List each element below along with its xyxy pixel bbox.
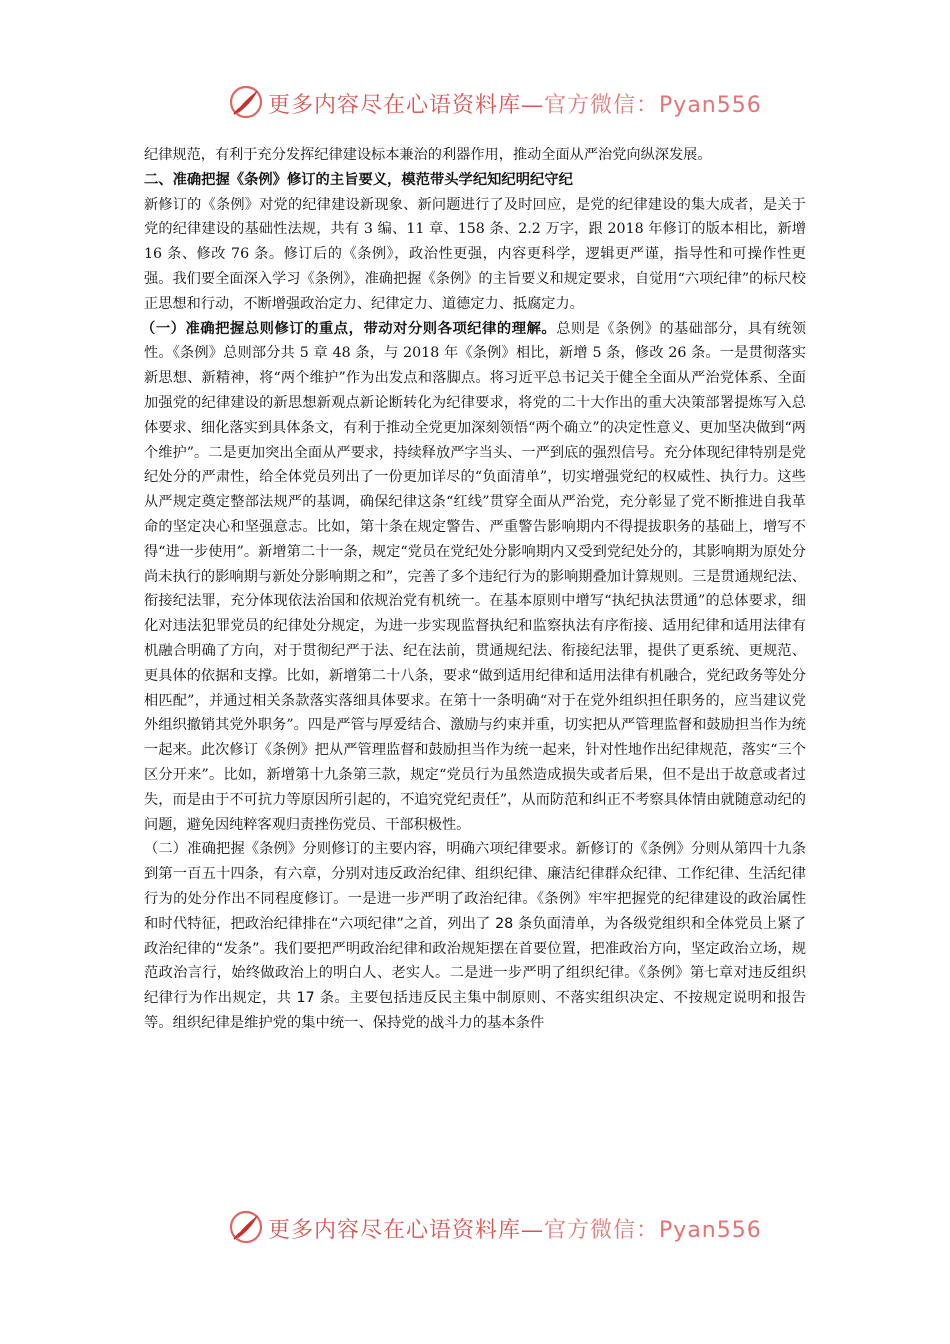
watermark-dash: —: [521, 1218, 545, 1243]
paragraph-general-provisions: [141, 317, 806, 838]
document-body: [141, 143, 806, 1036]
watermark-dash: —: [521, 93, 545, 118]
header-watermark-banner: [0, 78, 950, 128]
subheading-general-provisions: （一）准确把握总则修订的重点，带动对分则各项纪律的理解。: [141, 320, 557, 337]
section-heading-2: 二、准确把握《条例》修订的主旨要义，模范带头学纪知纪明纪守纪: [144, 171, 573, 188]
watermark-wechat-id: Pyan556: [659, 1218, 762, 1243]
watermark-brand: 更多内容尽在心语资料库: [268, 1218, 522, 1243]
watermark-wechat-id: Pyan556: [659, 93, 762, 118]
general-provisions-body: 总则是《条例》的基础部分，具有统领性。《条例》总则部分共 5 章 48 条，与 2018 年《条例》相比，新增 5 条，修改 26 条。一是贯彻落实新思想、新精神，将“两个维护”作为出发点和落脚点。将习近平总书记关于健全全面从严治党体系、全面加强党的纪律建设的新思想新观点新论断转化为纪律要求，将党的二十大作出的重大决策部署提炼写入总体要求、细化落实到具体条文，有利于推动全党更加深刻领悟“两个确立”的决定性意义、更加坚决做到“两个维护”。二是更加突出全面从严要求，持续释放严字当头、一严到底的强烈信号。充分体现纪律特别是党纪处分的严肃性，给全体党员列出了一份更加详尽的“负面清单”，切实增强党纪的权威性、执行力。这些从严规定奠定整部法规严的基调，确保纪律这条“红线”贯穿全面从严治党，充分彰显了党不断推进自我革命的坚定决心和坚强意志。比如，第十条在规定警告、严重警告影响期内不得提拔职务的基础上，增写不得“进一步使用”。新增第二十一条，规定“党员在党纪处分影响期内又受到党纪处分的，其影响期为原处分尚未执行的影响期与新处分影响期之和”，完善了多个违纪行为的影响期叠加计算规则。三是贯通规纪法、衔接纪法罪，充分体现依法治国和依规治党有机统一。在基本原则中增写“执纪执法贯通”的总体要求，细化对违法犯罪党员的纪律处分规定，为进一步实现监督执纪和监察执法有序衔接、适用纪律和适用法律有机融合明确了方向，对于贯彻纪严于法、纪在法前，贯通规纪法、衔接纪法罪，提供了更系统、更规范、更具体的依据和支撑。比如，新增第二十八条，要求“做到适用纪律和适用法律有机融合，党纪政务等处分相匹配”，并通过相关条款落实落细具体要求。在第十一条明确“对于在党外组织担任职务的，应当建议党外组织撤销其党外职务”。四是严管与厚爱结合、激励与约束并重，切实把从严管理监督和鼓励担当作为统一起来。此次修订《条例》把从严管理监督和鼓励担当作为统一起来，针对性地作出纪律规范，落实“三个区分开来”。比如，新增第十九条第三款，规定“党员行为虽然造成损失或者后果，但不是出于故意或者过失，而是由于不可抗力等原因所引起的，不追究党纪责任”，从而防范和纠正不考察具体情由就随意动纪的问题，避免因纯粹客观归责挫伤党员、干部积极性。: [144, 320, 806, 833]
footer-watermark-banner: [0, 1203, 950, 1253]
feather-brush-logo-icon: [228, 84, 264, 120]
paragraph-specific-provisions: （二）准确把握《条例》分则修订的主要内容，明确六项纪律要求。新修订的《条例》分则从第四十九条到第一百五十四条，有六章，分别对违反政治纪律、组织纪律、廉洁纪律群众纪律、工作纪律、生活纪律行为的处分作出不同程度修订。一是进一步严明了政治纪律。《条例》牢牢把握党的纪律建设的政治属性和时代特征，把政治纪律排在“六项纪律”之首，列出了 28 条负面清单，为各级党组织和全体党员上紧了政治纪律的“发条”。我们要把严明政治纪律和政治规矩摆在首要位置，把准政治方向，坚定政治立场，规范政治言行，始终做政治上的明白人、老实人。二是进一步严明了组织纪律。《条例》第七章对违反组织纪律行为作出规定，共 17 条。主要包括违反民主集中制原则、不落实组织决定、不按规定说明和报告等。组织纪律是维护党的集中统一、保持党的战斗力的基本条件: [144, 841, 806, 1031]
watermark-brand: 更多内容尽在心语资料库: [268, 93, 522, 118]
watermark-text: [268, 88, 762, 119]
watermark-label: 官方微信：: [544, 1218, 660, 1243]
feather-brush-logo-icon: [228, 1209, 264, 1245]
watermark-label: 官方微信：: [544, 93, 660, 118]
watermark-text: [268, 1213, 762, 1244]
paragraph-continuation: 纪律规范，有利于充分发挥纪律建设标本兼治的利器作用，推动全面从严治党向纵深发展。: [144, 147, 712, 163]
paragraph-section-2-intro: 新修订的《条例》对党的纪律建设新现象、新问题进行了及时回应，是党的纪律建设的集大成者，是关于党的纪律建设的基础性法规，共有 3 编、11 章、158 条、2.2 万字，跟 2018 年修订的版本相比，新增 16 条、修改 76 条。修订后的《条例》，政治性更强，内容更科学，逻辑更严谨，指导性和可操作性更强。我们要全面深入学习《条例》，准确把握《条例》的主旨要义和规定要求，自觉用“六项纪律”的标尺校正思想和行动，不断增强政治定力、纪律定力、道德定力、抵腐定力。: [144, 196, 806, 312]
